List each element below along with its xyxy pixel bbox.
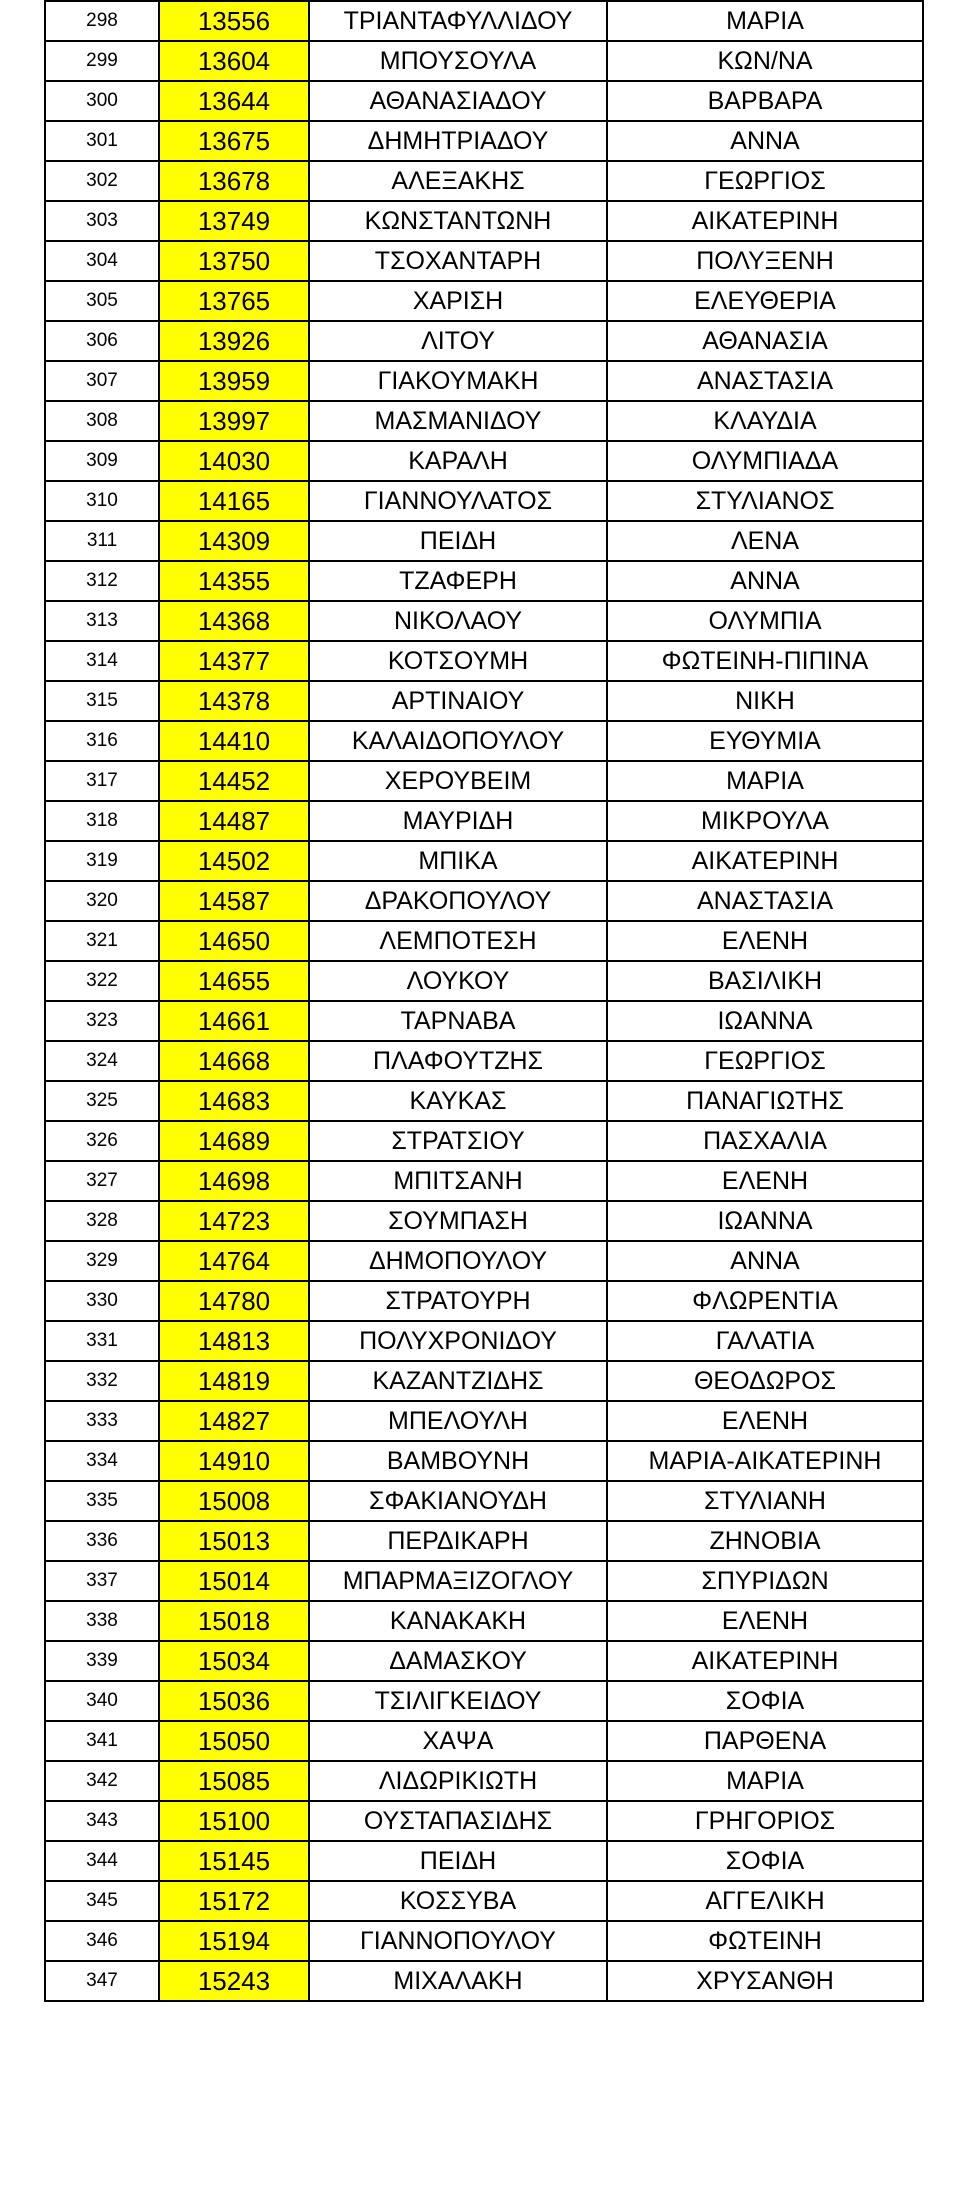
row-number-cell: 345 (45, 1881, 159, 1921)
code-cell: 14377 (159, 641, 309, 681)
table-row (45, 921, 923, 961)
first-name-cell: ΕΛΕΥΘΕΡΙΑ (607, 281, 923, 321)
surname-cell: ΠΛΑΦΟΥΤΖΗΣ (309, 1041, 607, 1081)
table-row (45, 1, 923, 41)
code-cell: 15243 (159, 1961, 309, 2001)
first-name-cell: ΕΛΕΝΗ (607, 921, 923, 961)
surname-cell: ΚΑΡΑΛΗ (309, 441, 607, 481)
surname-cell: ΤΡΙΑΝΤΑΦΥΛΛΙΔΟΥ (309, 1, 607, 41)
row-number-cell: 342 (45, 1761, 159, 1801)
surname-cell: ΔΗΜΟΠΟΥΛΟΥ (309, 1241, 607, 1281)
first-name-cell: ΠΑΝΑΓΙΩΤΗΣ (607, 1081, 923, 1121)
table-row (45, 1241, 923, 1281)
first-name-cell: ΣΟΦΙΑ (607, 1681, 923, 1721)
table-row (45, 121, 923, 161)
code-cell: 13997 (159, 401, 309, 441)
code-cell: 14650 (159, 921, 309, 961)
surname-cell: ΚΟΣΣΥΒΑ (309, 1881, 607, 1921)
code-cell: 14723 (159, 1201, 309, 1241)
row-number-cell: 334 (45, 1441, 159, 1481)
surname-cell: ΠΕΙΔΗ (309, 1841, 607, 1881)
surname-cell: ΛΕΜΠΟΤΕΣΗ (309, 921, 607, 961)
surname-cell: ΚΟΤΣΟΥΜΗ (309, 641, 607, 681)
code-cell: 14655 (159, 961, 309, 1001)
code-cell: 13749 (159, 201, 309, 241)
first-name-cell: ΒΑΡΒΑΡΑ (607, 81, 923, 121)
code-cell: 14819 (159, 1361, 309, 1401)
table-row (45, 1961, 923, 2001)
row-number-cell: 347 (45, 1961, 159, 2001)
code-cell: 14661 (159, 1001, 309, 1041)
first-name-cell: ΑΙΚΑΤΕΡΙΝΗ (607, 201, 923, 241)
surname-cell: ΣΦΑΚΙΑΝΟΥΔΗ (309, 1481, 607, 1521)
first-name-cell: ΚΩΝ/ΝΑ (607, 41, 923, 81)
row-number-cell: 302 (45, 161, 159, 201)
code-cell: 13959 (159, 361, 309, 401)
code-cell: 14698 (159, 1161, 309, 1201)
row-number-cell: 328 (45, 1201, 159, 1241)
row-number-cell: 332 (45, 1361, 159, 1401)
first-name-cell: ΚΛΑΥΔΙΑ (607, 401, 923, 441)
surname-cell: ΑΘΑΝΑΣΙΑΔΟΥ (309, 81, 607, 121)
first-name-cell: ΜΑΡΙΑ (607, 1761, 923, 1801)
row-number-cell: 315 (45, 681, 159, 721)
row-number-cell: 327 (45, 1161, 159, 1201)
code-cell: 14827 (159, 1401, 309, 1441)
code-cell: 14368 (159, 601, 309, 641)
code-cell: 14309 (159, 521, 309, 561)
code-cell: 15172 (159, 1881, 309, 1921)
code-cell: 14502 (159, 841, 309, 881)
row-number-cell: 306 (45, 321, 159, 361)
code-cell: 14410 (159, 721, 309, 761)
code-cell: 15100 (159, 1801, 309, 1841)
table-row (45, 1041, 923, 1081)
row-number-cell: 341 (45, 1721, 159, 1761)
surname-cell: ΤΣΟΧΑΝΤΑΡΗ (309, 241, 607, 281)
row-number-cell: 323 (45, 1001, 159, 1041)
table-row (45, 1681, 923, 1721)
row-number-cell: 336 (45, 1521, 159, 1561)
row-number-cell: 311 (45, 521, 159, 561)
row-number-cell: 346 (45, 1921, 159, 1961)
first-name-cell: ΑΝΝΑ (607, 1241, 923, 1281)
surname-cell: ΔΑΜΑΣΚΟΥ (309, 1641, 607, 1681)
first-name-cell: ΣΠΥΡΙΔΩΝ (607, 1561, 923, 1601)
row-number-cell: 339 (45, 1641, 159, 1681)
row-number-cell: 313 (45, 601, 159, 641)
first-name-cell: ΟΛΥΜΠΙΑ (607, 601, 923, 641)
surname-cell: ΤΖΑΦΕΡΗ (309, 561, 607, 601)
code-cell: 14587 (159, 881, 309, 921)
row-number-cell: 299 (45, 41, 159, 81)
surname-cell: ΜΙΧΑΛΑΚΗ (309, 1961, 607, 2001)
first-name-cell: ΑΓΓΕΛΙΚΗ (607, 1881, 923, 1921)
table-row (45, 41, 923, 81)
row-number-cell: 326 (45, 1121, 159, 1161)
table-row (45, 1441, 923, 1481)
code-cell: 13644 (159, 81, 309, 121)
surname-cell: ΜΑΥΡΙΔΗ (309, 801, 607, 841)
row-number-cell: 307 (45, 361, 159, 401)
first-name-cell: ΕΥΘΥΜΙΑ (607, 721, 923, 761)
table-row (45, 1921, 923, 1961)
first-name-cell: ΣΤΥΛΙΑΝΟΣ (607, 481, 923, 521)
table-row (45, 161, 923, 201)
row-number-cell: 317 (45, 761, 159, 801)
row-number-cell: 329 (45, 1241, 159, 1281)
first-name-cell: ΦΩΤΕΙΝΗ (607, 1921, 923, 1961)
first-name-cell: ΑΝΑΣΤΑΣΙΑ (607, 361, 923, 401)
table-row (45, 1121, 923, 1161)
code-cell: 15034 (159, 1641, 309, 1681)
table-row (45, 1481, 923, 1521)
row-number-cell: 319 (45, 841, 159, 881)
code-cell: 13765 (159, 281, 309, 321)
table-row (45, 1081, 923, 1121)
row-number-cell: 308 (45, 401, 159, 441)
surname-cell: ΓΙΑΚΟΥΜΑΚΗ (309, 361, 607, 401)
row-number-cell: 301 (45, 121, 159, 161)
surname-cell: ΛΙΤΟΥ (309, 321, 607, 361)
first-name-cell: ΟΛΥΜΠΙΑΔΑ (607, 441, 923, 481)
code-cell: 15008 (159, 1481, 309, 1521)
table-row (45, 561, 923, 601)
row-number-cell: 337 (45, 1561, 159, 1601)
code-cell: 15014 (159, 1561, 309, 1601)
surname-cell: ΜΠΑΡΜΑΞΙΖΟΓΛΟΥ (309, 1561, 607, 1601)
code-cell: 13604 (159, 41, 309, 81)
table-row (45, 961, 923, 1001)
row-number-cell: 344 (45, 1841, 159, 1881)
row-number-cell: 309 (45, 441, 159, 481)
row-number-cell: 322 (45, 961, 159, 1001)
row-number-cell: 320 (45, 881, 159, 921)
first-name-cell: ΑΝΑΣΤΑΣΙΑ (607, 881, 923, 921)
first-name-cell: ΣΟΦΙΑ (607, 1841, 923, 1881)
table-row (45, 1881, 923, 1921)
table-row (45, 641, 923, 681)
surname-cell: ΜΑΣΜΑΝΙΔΟΥ (309, 401, 607, 441)
code-cell: 15050 (159, 1721, 309, 1761)
first-name-cell: ΝΙΚΗ (607, 681, 923, 721)
table-row (45, 281, 923, 321)
results-table-body (45, 1, 923, 2001)
table-row (45, 681, 923, 721)
first-name-cell: ΓΑΛΑΤΙΑ (607, 1321, 923, 1361)
code-cell: 14452 (159, 761, 309, 801)
surname-cell: ΚΑΛΑΙΔΟΠΟΥΛΟΥ (309, 721, 607, 761)
table-row (45, 1601, 923, 1641)
first-name-cell: ΘΕΟΔΩΡΟΣ (607, 1361, 923, 1401)
surname-cell: ΓΙΑΝΝΟΥΛΑΤΟΣ (309, 481, 607, 521)
surname-cell: ΠΕΙΔΗ (309, 521, 607, 561)
table-row (45, 1281, 923, 1321)
code-cell: 13926 (159, 321, 309, 361)
row-number-cell: 338 (45, 1601, 159, 1641)
table-row (45, 1801, 923, 1841)
table-row (45, 1841, 923, 1881)
first-name-cell: ΕΛΕΝΗ (607, 1601, 923, 1641)
code-cell: 14487 (159, 801, 309, 841)
table-row (45, 761, 923, 801)
first-name-cell: ΜΑΡΙΑ (607, 1, 923, 41)
code-cell: 13750 (159, 241, 309, 281)
first-name-cell: ΕΛΕΝΗ (607, 1401, 923, 1441)
surname-cell: ΚΑΝΑΚΑΚΗ (309, 1601, 607, 1641)
surname-cell: ΣΟΥΜΠΑΣΗ (309, 1201, 607, 1241)
row-number-cell: 331 (45, 1321, 159, 1361)
first-name-cell: ΓΕΩΡΓΙΟΣ (607, 161, 923, 201)
surname-cell: ΑΛΕΞΑΚΗΣ (309, 161, 607, 201)
table-row (45, 1001, 923, 1041)
code-cell: 14668 (159, 1041, 309, 1081)
surname-cell: ΔΗΜΗΤΡΙΑΔΟΥ (309, 121, 607, 161)
first-name-cell: ΕΛΕΝΗ (607, 1161, 923, 1201)
table-row (45, 1721, 923, 1761)
surname-cell: ΠΟΛΥΧΡΟΝΙΔΟΥ (309, 1321, 607, 1361)
row-number-cell: 333 (45, 1401, 159, 1441)
surname-cell: ΣΤΡΑΤΟΥΡΗ (309, 1281, 607, 1321)
row-number-cell: 321 (45, 921, 159, 961)
first-name-cell: ΓΡΗΓΟΡΙΟΣ (607, 1801, 923, 1841)
surname-cell: ΣΤΡΑΤΣΙΟΥ (309, 1121, 607, 1161)
surname-cell: ΚΑΖΑΝΤΖΙΔΗΣ (309, 1361, 607, 1401)
surname-cell: ΧΑΨΑ (309, 1721, 607, 1761)
row-number-cell: 298 (45, 1, 159, 41)
row-number-cell: 300 (45, 81, 159, 121)
first-name-cell: ΒΑΣΙΛΙΚΗ (607, 961, 923, 1001)
surname-cell: ΧΕΡΟΥΒΕΙΜ (309, 761, 607, 801)
row-number-cell: 314 (45, 641, 159, 681)
surname-cell: ΤΣΙΛΙΓΚΕΙΔΟΥ (309, 1681, 607, 1721)
code-cell: 15018 (159, 1601, 309, 1641)
table-row (45, 441, 923, 481)
code-cell: 13556 (159, 1, 309, 41)
first-name-cell: ΑΙΚΑΤΕΡΙΝΗ (607, 1641, 923, 1681)
code-cell: 14689 (159, 1121, 309, 1161)
code-cell: 14764 (159, 1241, 309, 1281)
surname-cell: ΜΠΙΚΑ (309, 841, 607, 881)
first-name-cell: ΑΝΝΑ (607, 121, 923, 161)
surname-cell: ΜΠΕΛΟΥΛΗ (309, 1401, 607, 1441)
row-number-cell: 305 (45, 281, 159, 321)
surname-cell: ΚΑΥΚΑΣ (309, 1081, 607, 1121)
first-name-cell: ΛΕΝΑ (607, 521, 923, 561)
table-row (45, 1641, 923, 1681)
first-name-cell: ΑΘΑΝΑΣΙΑ (607, 321, 923, 361)
table-row (45, 1201, 923, 1241)
code-cell: 15085 (159, 1761, 309, 1801)
surname-cell: ΜΠΙΤΣΑΝΗ (309, 1161, 607, 1201)
surname-cell: ΜΠΟΥΣΟΥΛΑ (309, 41, 607, 81)
row-number-cell: 318 (45, 801, 159, 841)
results-table (44, 0, 924, 2002)
code-cell: 15013 (159, 1521, 309, 1561)
table-row (45, 1561, 923, 1601)
row-number-cell: 312 (45, 561, 159, 601)
code-cell: 14683 (159, 1081, 309, 1121)
surname-cell: ΟΥΣΤΑΠΑΣΙΔΗΣ (309, 1801, 607, 1841)
surname-cell: ΝΙΚΟΛΑΟΥ (309, 601, 607, 641)
first-name-cell: ΣΤΥΛΙΑΝΗ (607, 1481, 923, 1521)
surname-cell: ΔΡΑΚΟΠΟΥΛΟΥ (309, 881, 607, 921)
table-row (45, 841, 923, 881)
table-row (45, 201, 923, 241)
row-number-cell: 316 (45, 721, 159, 761)
table-row (45, 721, 923, 761)
code-cell: 14780 (159, 1281, 309, 1321)
table-row (45, 481, 923, 521)
first-name-cell: ΖΗΝΟΒΙΑ (607, 1521, 923, 1561)
surname-cell: ΚΩΝΣΤΑΝΤΩΝΗ (309, 201, 607, 241)
code-cell: 13678 (159, 161, 309, 201)
surname-cell: ΠΕΡΔΙΚΑΡΗ (309, 1521, 607, 1561)
row-number-cell: 343 (45, 1801, 159, 1841)
table-row (45, 361, 923, 401)
table-row (45, 881, 923, 921)
first-name-cell: ΠΟΛΥΞΕΝΗ (607, 241, 923, 281)
table-row (45, 601, 923, 641)
surname-cell: ΑΡΤΙΝΑΙΟΥ (309, 681, 607, 721)
first-name-cell: ΙΩΑΝΝΑ (607, 1001, 923, 1041)
table-row (45, 521, 923, 561)
first-name-cell: ΠΑΡΘΕΝΑ (607, 1721, 923, 1761)
first-name-cell: ΜΑΡΙΑ-ΑΙΚΑΤΕΡΙΝΗ (607, 1441, 923, 1481)
table-row (45, 1161, 923, 1201)
surname-cell: ΛΙΔΩΡΙΚΙΩΤΗ (309, 1761, 607, 1801)
table-row (45, 241, 923, 281)
row-number-cell: 310 (45, 481, 159, 521)
surname-cell: ΛΟΥΚΟΥ (309, 961, 607, 1001)
table-row (45, 1321, 923, 1361)
table-row (45, 1401, 923, 1441)
row-number-cell: 324 (45, 1041, 159, 1081)
code-cell: 14813 (159, 1321, 309, 1361)
surname-cell: ΒΑΜΒΟΥΝΗ (309, 1441, 607, 1481)
code-cell: 14910 (159, 1441, 309, 1481)
row-number-cell: 335 (45, 1481, 159, 1521)
code-cell: 14030 (159, 441, 309, 481)
surname-cell: ΧΑΡΙΣΗ (309, 281, 607, 321)
code-cell: 13675 (159, 121, 309, 161)
code-cell: 14378 (159, 681, 309, 721)
row-number-cell: 303 (45, 201, 159, 241)
code-cell: 15036 (159, 1681, 309, 1721)
first-name-cell: ΧΡΥΣΑΝΘΗ (607, 1961, 923, 2001)
table-row (45, 401, 923, 441)
table-row (45, 81, 923, 121)
first-name-cell: ΜΙΚΡΟΥΛΑ (607, 801, 923, 841)
table-row (45, 1361, 923, 1401)
first-name-cell: ΑΙΚΑΤΕΡΙΝΗ (607, 841, 923, 881)
code-cell: 15194 (159, 1921, 309, 1961)
first-name-cell: ΜΑΡΙΑ (607, 761, 923, 801)
first-name-cell: ΦΛΩΡΕΝΤΙΑ (607, 1281, 923, 1321)
first-name-cell: ΓΕΩΡΓΙΟΣ (607, 1041, 923, 1081)
code-cell: 14355 (159, 561, 309, 601)
first-name-cell: ΠΑΣΧΑΛΙΑ (607, 1121, 923, 1161)
first-name-cell: ΙΩΑΝΝΑ (607, 1201, 923, 1241)
table-row (45, 321, 923, 361)
table-row (45, 1761, 923, 1801)
table-row (45, 801, 923, 841)
table-row (45, 1521, 923, 1561)
surname-cell: ΤΑΡΝΑΒΑ (309, 1001, 607, 1041)
row-number-cell: 325 (45, 1081, 159, 1121)
first-name-cell: ΦΩΤΕΙΝΗ-ΠΙΠΙΝΑ (607, 641, 923, 681)
row-number-cell: 304 (45, 241, 159, 281)
first-name-cell: ΑΝΝΑ (607, 561, 923, 601)
row-number-cell: 340 (45, 1681, 159, 1721)
surname-cell: ΓΙΑΝΝΟΠΟΥΛΟΥ (309, 1921, 607, 1961)
row-number-cell: 330 (45, 1281, 159, 1321)
code-cell: 14165 (159, 481, 309, 521)
code-cell: 15145 (159, 1841, 309, 1881)
